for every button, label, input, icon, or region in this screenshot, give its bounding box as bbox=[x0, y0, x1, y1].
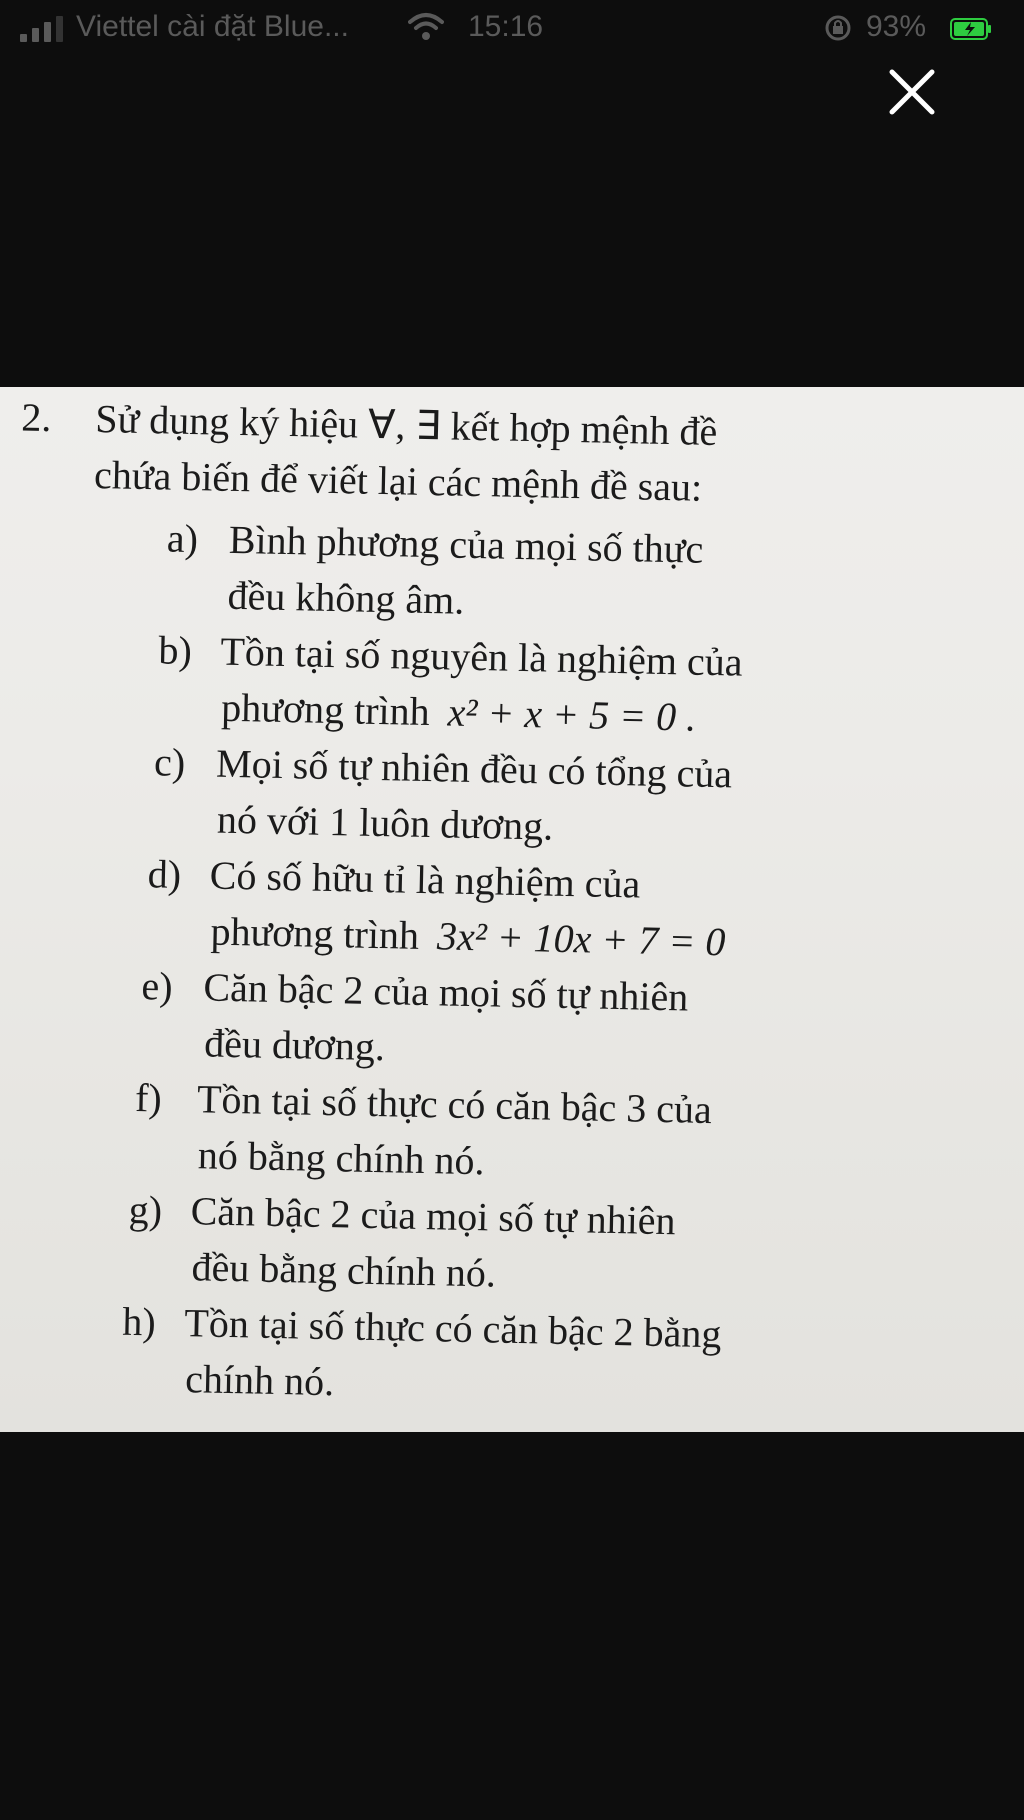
item-f-line-2: nó bằng chính nó. bbox=[197, 1132, 485, 1184]
textbook-photo bbox=[0, 387, 1024, 1432]
item-label: f) bbox=[134, 1074, 163, 1121]
close-icon bbox=[892, 72, 932, 112]
carrier-name: Viettel cài đặt Blue... bbox=[76, 10, 349, 43]
battery-charging-icon bbox=[950, 18, 992, 40]
close-button[interactable] bbox=[882, 62, 942, 122]
item-h bbox=[122, 1298, 722, 1358]
equation: x² + x + 5 = 0 . bbox=[447, 689, 697, 740]
battery-percentage: 93% bbox=[866, 10, 927, 43]
item-h-line-2: chính nó. bbox=[184, 1356, 335, 1405]
item-g bbox=[128, 1186, 676, 1244]
item-label: c) bbox=[153, 739, 186, 785]
item-text: Căn bậc 2 của mọi số tự nhiên bbox=[190, 1188, 677, 1244]
item-label: h) bbox=[121, 1298, 157, 1345]
item-d-line-2 bbox=[210, 908, 726, 966]
cellular-signal-icon bbox=[20, 16, 64, 42]
question-line-2: chứa biến để viết lại các mệnh đề sau: bbox=[93, 451, 703, 510]
item-g-line-2: đều bằng chính nó. bbox=[191, 1244, 497, 1296]
rotation-lock-icon bbox=[824, 14, 852, 42]
equation: 3x² + 10x + 7 = 0 bbox=[436, 913, 726, 965]
item-e-line-2: đều dương. bbox=[203, 1020, 386, 1070]
status-bar bbox=[0, 0, 1024, 58]
item-c bbox=[154, 738, 733, 797]
item-text: Mọi số tự nhiên đều có tổng của bbox=[215, 740, 733, 797]
item-label: b) bbox=[158, 627, 193, 674]
clock: 15:16 bbox=[468, 10, 544, 43]
item-a bbox=[166, 515, 703, 573]
item-text: Bình phương của mọi số thực bbox=[228, 516, 704, 572]
item-c-line-2: nó với 1 luôn dương. bbox=[216, 796, 554, 849]
item-text: Tồn tại số thực có căn bậc 3 của bbox=[196, 1076, 713, 1133]
item-label: a) bbox=[166, 515, 199, 562]
item-text: Có số hữu tỉ là nghiệm của bbox=[209, 852, 641, 907]
exercise-text bbox=[0, 387, 1024, 1432]
item-b-line-2 bbox=[221, 684, 697, 741]
item-e bbox=[141, 962, 689, 1020]
question-line-1: Sử dụng ký hiệu ∀, ∃ kết hợp mệnh đề bbox=[94, 396, 718, 455]
item-label: e) bbox=[141, 963, 174, 1009]
item-text: Căn bậc 2 của mọi số tự nhiên bbox=[203, 964, 689, 1020]
item-label: g) bbox=[128, 1186, 163, 1233]
item-b bbox=[158, 626, 743, 685]
item-text: phương trình bbox=[220, 684, 431, 735]
item-text: phương trình bbox=[210, 908, 420, 958]
item-f bbox=[135, 1074, 713, 1133]
item-d bbox=[147, 850, 640, 907]
question-number: 2. bbox=[20, 394, 52, 441]
wifi-icon bbox=[408, 12, 444, 42]
item-text: Tồn tại số nguyên là nghiệm của bbox=[220, 628, 743, 685]
item-label: d) bbox=[147, 851, 182, 897]
item-a-line-2: đều không âm. bbox=[227, 572, 465, 623]
item-text: Tồn tại số thực có căn bậc 2 bằng bbox=[183, 1300, 722, 1357]
